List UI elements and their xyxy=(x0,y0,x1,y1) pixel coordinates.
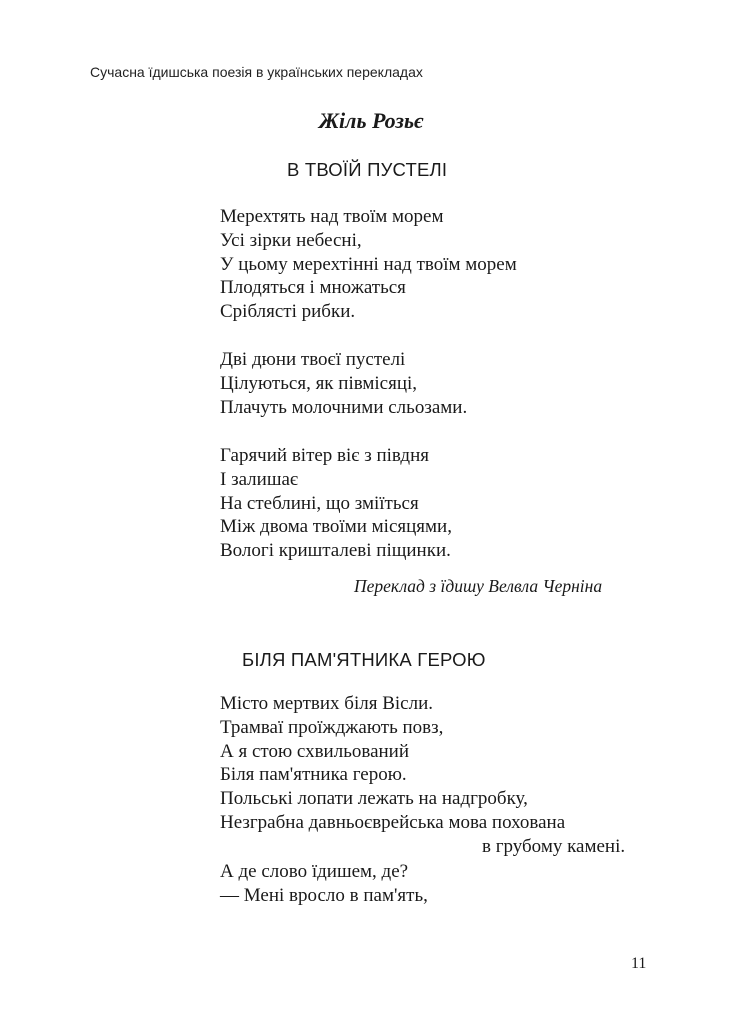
poem-line: Дві дюни твоєї пустелі xyxy=(220,349,406,370)
stanza xyxy=(220,692,625,859)
poem-line: Сріблясті рибки. xyxy=(220,301,356,323)
poem-line: Незграбна давньоєврейська мова похована xyxy=(220,811,566,833)
poem-line: Польські лопати лежать на надгробку, xyxy=(220,788,528,810)
stanza xyxy=(220,348,467,419)
stanza xyxy=(220,860,428,908)
poem-line: Гарячий вітер віє з півдня xyxy=(220,445,429,466)
translation-credit: Переклад з їдишу Велвла Черніна xyxy=(354,576,603,596)
poem-line: Між двома твоїми місяцями, xyxy=(220,516,452,538)
poem-line: Місто мертвих біля Вісли. xyxy=(220,693,434,714)
poem-line: Усі зірки небесні, xyxy=(220,229,362,251)
stanza xyxy=(220,444,452,563)
page-number: 11 xyxy=(631,955,647,972)
poem-line: Плачуть молочними сльозами. xyxy=(220,396,468,418)
poem-line-continuation: в грубому камені. xyxy=(482,835,626,857)
poem-line: Мерехтять над твоїм морем xyxy=(220,206,444,227)
poem-title: БІЛЯ ПАМ'ЯТНИКА ГЕРОЮ xyxy=(242,649,486,670)
poem-line: І залишає xyxy=(220,468,299,490)
running-head: Сучасна їдишська поезія в українських перекладах xyxy=(90,64,423,80)
poem-line: Біля пам'ятника герою. xyxy=(220,764,407,786)
poem-line: Плодяться і множаться xyxy=(220,277,406,299)
stanza xyxy=(220,205,517,324)
poem-line: Цілуються, як півмісяці, xyxy=(220,372,418,394)
poem-line: Трамваї проїжджають повз, xyxy=(220,716,444,738)
poem-line: Вологі кришталеві піщинки. xyxy=(220,540,451,562)
author-name: Жіль Розьє xyxy=(318,108,424,133)
poem-line: На стеблині, що зміїться xyxy=(220,492,419,514)
poem-line: — Мені вросло в пам'ять, xyxy=(220,884,428,906)
poem-line: А я стою схвильований xyxy=(220,740,410,762)
poem-line: А де слово їдишем, де? xyxy=(220,861,409,882)
poem-title: В ТВОЇЙ ПУСТЕЛІ xyxy=(287,159,448,180)
poem-line: У цьому мерехтінні над твоїм морем xyxy=(220,253,517,275)
